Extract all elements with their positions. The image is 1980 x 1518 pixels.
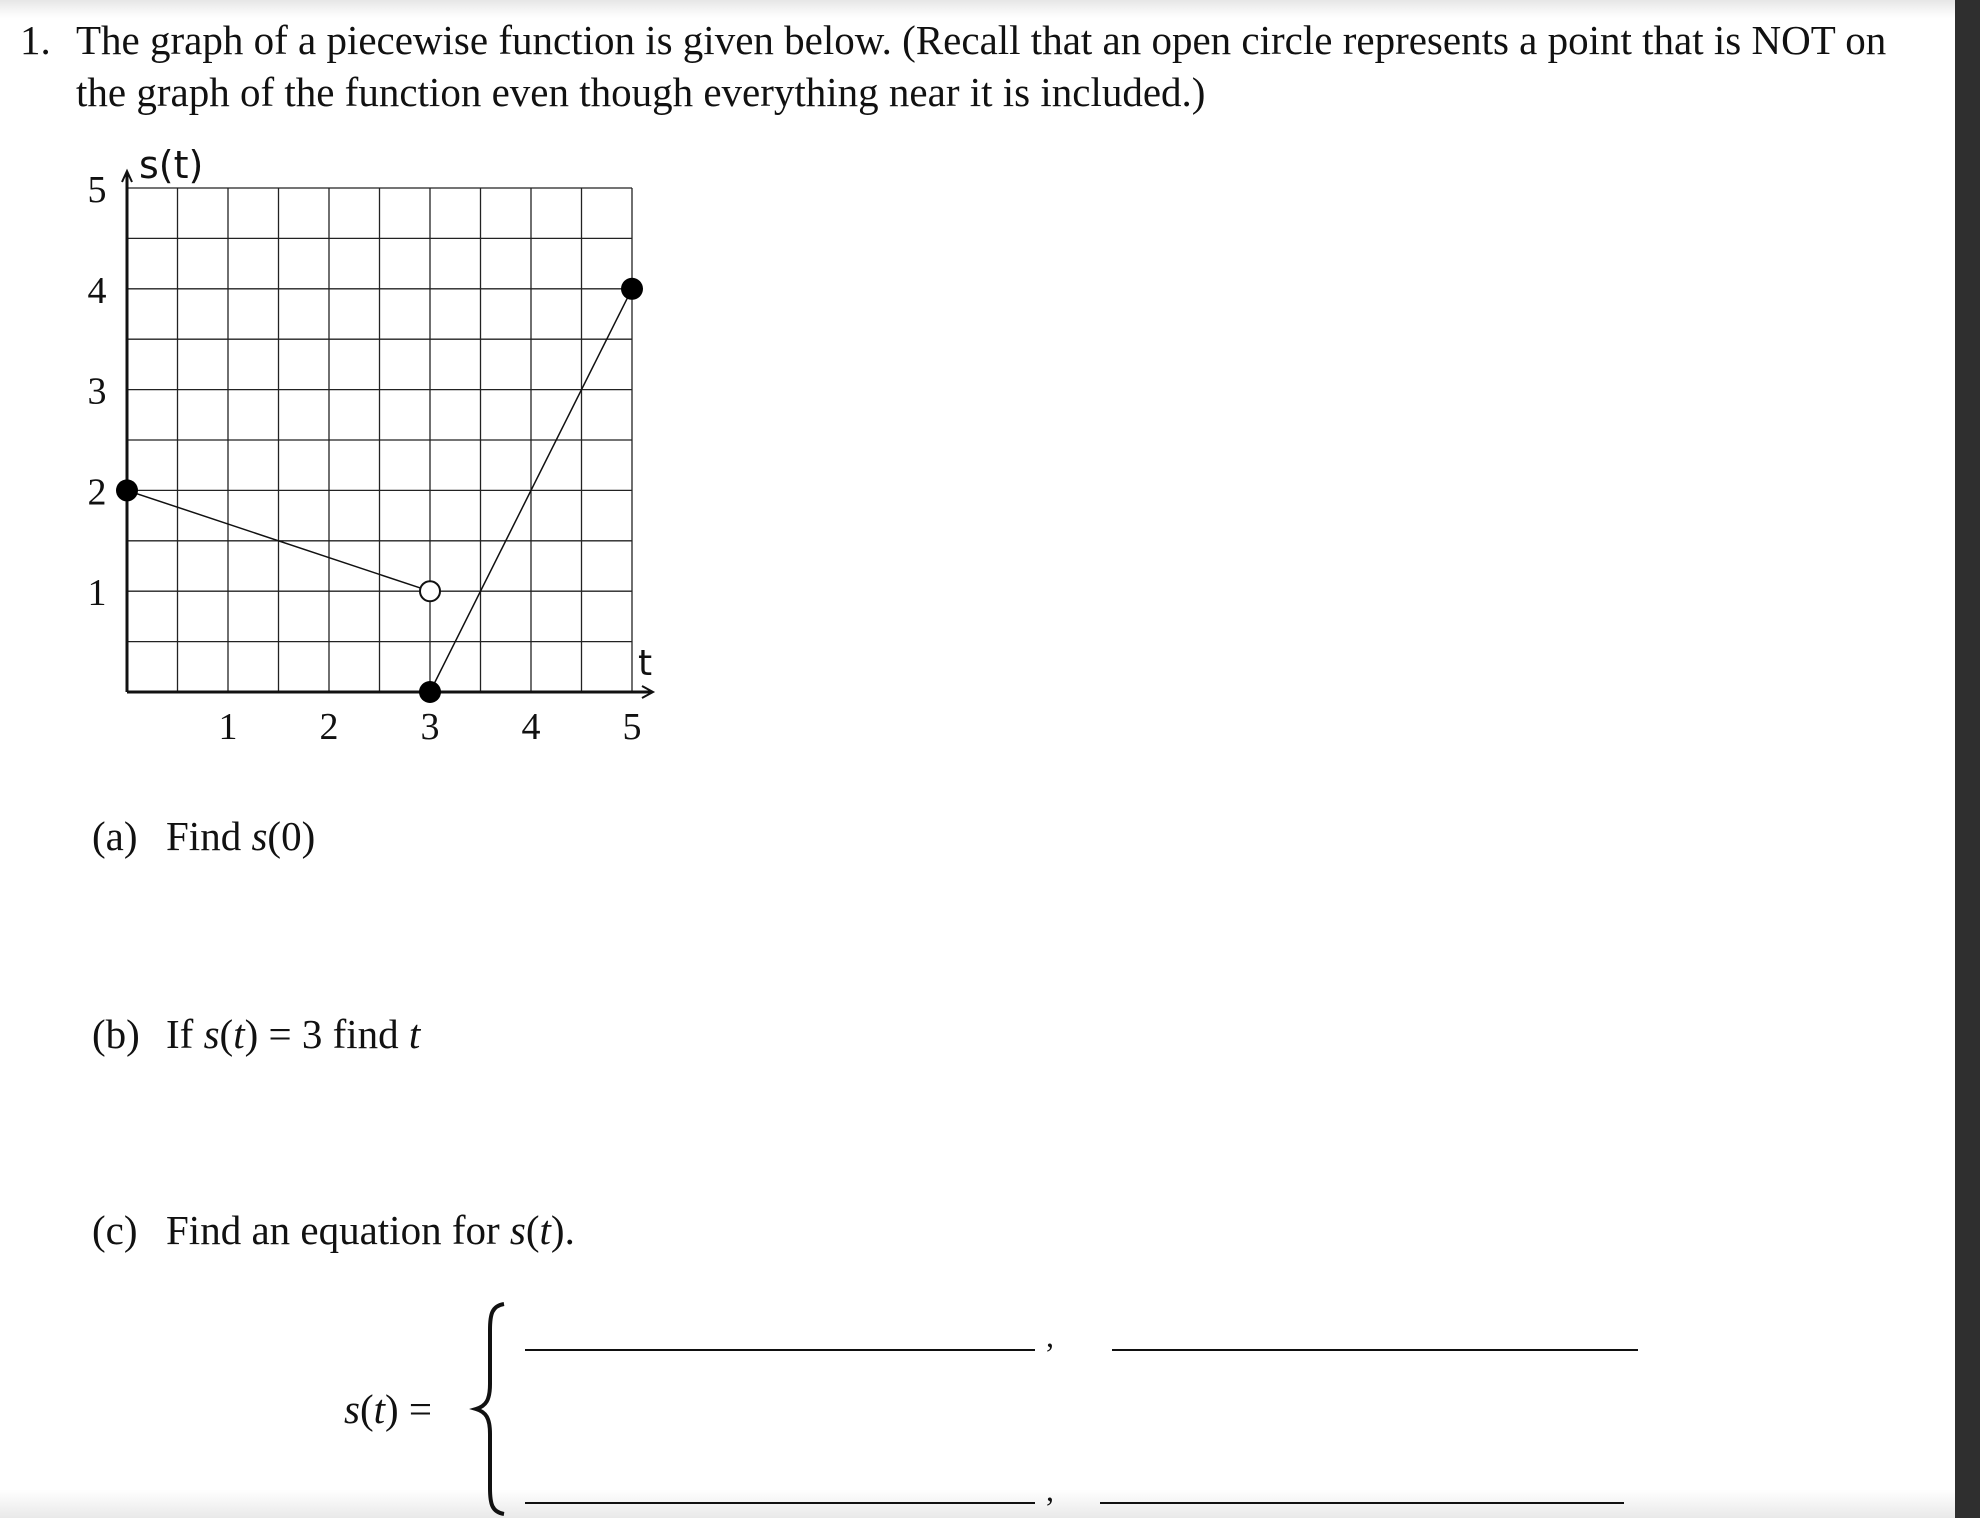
part-a-arg: (0) [267, 813, 316, 859]
part-b-close: ) [244, 1011, 259, 1057]
part-b-label: (b) [92, 1011, 140, 1057]
graph-axes [122, 171, 653, 698]
equation-func: s [344, 1386, 360, 1432]
part-c-open: ( [525, 1207, 540, 1253]
equation-rest: ) = [385, 1386, 433, 1432]
part-b-var2: t [408, 1011, 421, 1057]
part-b-mid: = 3 find [258, 1011, 409, 1057]
part-a [92, 810, 315, 862]
part-b-var: t [233, 1011, 245, 1057]
answer-blank-piece-1-expression[interactable] [525, 1349, 1035, 1351]
part-c-close: ). [550, 1207, 575, 1253]
equation-lhs [344, 1385, 432, 1433]
y-tick-label: 1 [87, 572, 107, 615]
closed-point [419, 681, 441, 703]
part-b [92, 1008, 420, 1060]
graph-labels [88, 143, 653, 748]
part-b-open: ( [219, 1011, 234, 1057]
answer-blank-piece-2-expression[interactable] [525, 1502, 1035, 1504]
answer-blank-piece-2-domain[interactable] [1100, 1502, 1624, 1504]
closed-point [621, 278, 643, 300]
y-tick-label: 5 [87, 169, 107, 211]
x-tick-label: 2 [319, 706, 339, 748]
equation-var: t [373, 1386, 386, 1432]
answer-blank-piece-1-domain[interactable] [1112, 1349, 1638, 1351]
open-point [420, 581, 440, 601]
equation-open: ( [359, 1386, 374, 1432]
x-tick-label: 3 [420, 706, 440, 748]
part-a-func: s [251, 813, 268, 859]
part-c [92, 1204, 575, 1256]
part-c-var: t [539, 1207, 551, 1253]
problem-text: The graph of a piecewise function is given below. (Recall that an open circle represents a point that is NOT on the graph of the function even though everything near it is included.) [76, 17, 1887, 115]
part-a-prefix: Find [166, 813, 252, 859]
part-a-label: (a) [92, 813, 138, 859]
y-axis-label: s(t) [139, 143, 204, 187]
part-c-prefix: Find an equation for [166, 1207, 510, 1253]
x-tick-label: 1 [218, 706, 238, 748]
answer-comma-1: , [1046, 1318, 1054, 1354]
problem-number: 1. [20, 17, 51, 63]
part-b-prefix: If [166, 1011, 204, 1057]
y-tick-label: 2 [87, 471, 107, 514]
part-c-label: (c) [92, 1207, 138, 1253]
x-tick-label: 5 [622, 706, 642, 748]
piecewise-brace [468, 1300, 518, 1518]
page-bottom-edge [0, 1490, 1955, 1518]
part-b-func: s [203, 1011, 220, 1057]
closed-point [116, 479, 138, 501]
part-c-func: s [509, 1207, 526, 1253]
answer-comma-2: , [1046, 1472, 1054, 1508]
y-tick-label: 3 [87, 370, 107, 413]
y-tick-label: 4 [87, 269, 107, 312]
x-axis-label: t [637, 643, 653, 684]
x-tick-label: 4 [521, 706, 541, 748]
